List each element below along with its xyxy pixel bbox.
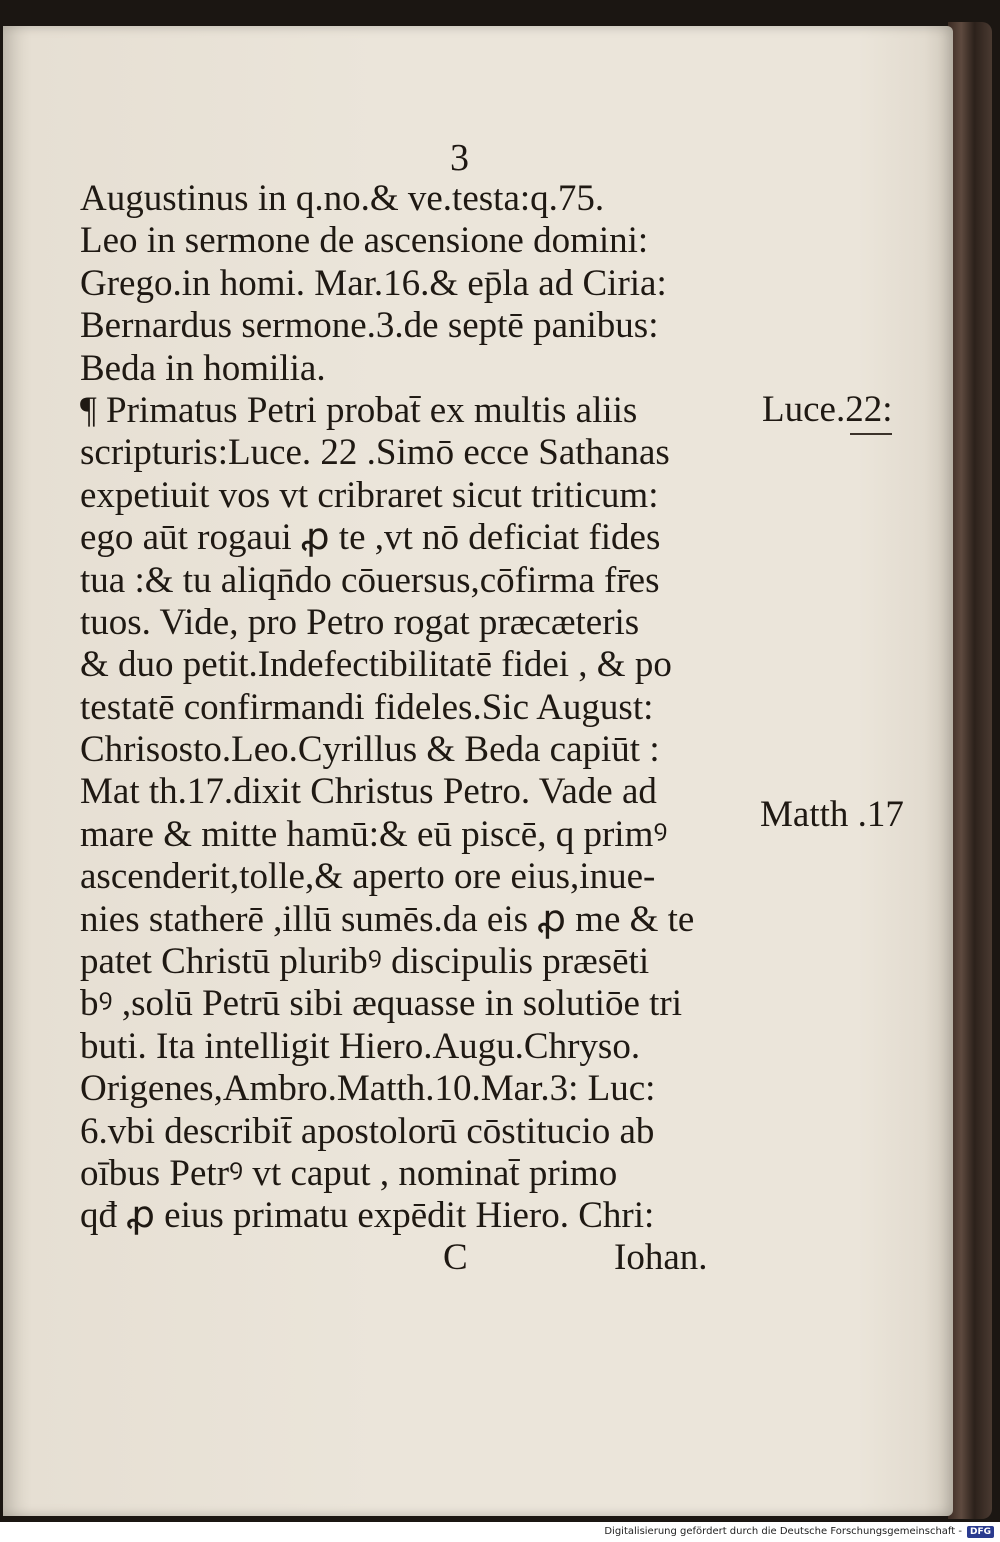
text-line: Leo in sermone de ascensione domini: bbox=[80, 220, 649, 262]
margin-note-underline bbox=[850, 433, 892, 435]
book-page-edge bbox=[948, 22, 992, 1519]
text-line: Bernardus sermone.3.de septē panibus: bbox=[80, 305, 659, 347]
text-line: qđ ꝓ eius primatu expēdit Hiero. Chri: bbox=[80, 1195, 655, 1237]
text-line: ascenderit,tolle,& aperto ore eius,inue- bbox=[80, 856, 656, 898]
text-line: Augustinus in q.no.& ve.testa:q.75. bbox=[80, 178, 605, 219]
text-line: tua :& tu aliqn̄do cōuersus,cōfirma fr̄es bbox=[80, 559, 660, 601]
text-line: patet Christū pluribꝰ discipulis præsēti bbox=[80, 941, 650, 983]
text-line: Origenes,Ambro.Matth.10.Mar.3: Luc: bbox=[80, 1068, 656, 1110]
text-line: testatē confirmandi fideles.Sic August: bbox=[80, 686, 654, 728]
text-line: bꝰ ,solū Petrū sibi æquasse in solutiōe tri bbox=[80, 983, 683, 1025]
text-line: buti. Ita intelligit Hiero.Augu.Chryso. bbox=[80, 1025, 641, 1067]
text-line: Chrisosto.Leo.Cyrillus & Beda capiūt : bbox=[80, 729, 660, 771]
footer-bar bbox=[0, 1522, 1000, 1542]
margin-note-luce: Luce.22: bbox=[762, 389, 893, 430]
text-line: 6.vbi describit̄ apostolorū cōstitucio ab bbox=[80, 1110, 655, 1152]
text-line: oībus Petrꝰ vt caput , nominat̄ primo bbox=[80, 1152, 618, 1194]
text-line: expetiuit vos vt cribraret sicut triticum: bbox=[80, 474, 659, 516]
text-line: ¶ Primatus Petri probat̄ ex multis aliis bbox=[80, 389, 638, 431]
page-number: 3 bbox=[450, 137, 469, 179]
text-line: Beda in homilia. bbox=[80, 347, 326, 389]
main-text-block bbox=[80, 178, 750, 1238]
text-line: mare & mitte hamū:& eū piscē, q primꝰ bbox=[80, 813, 668, 855]
dfg-logo: DFG bbox=[967, 1526, 994, 1538]
text-line: nies statherē ,illū sumēs.da eis ꝓ me & te bbox=[80, 898, 695, 940]
signature-mark: C bbox=[443, 1237, 468, 1278]
text-line: & duo petit.Indefectibilitatē fidei , & po bbox=[80, 644, 672, 686]
footer-credit: Digitalisierung gefördert durch die Deutsche Forschungsgemeinschaft - bbox=[604, 1526, 962, 1537]
text-line: tuos. Vide, pro Petro rogat præcæteris bbox=[80, 601, 640, 643]
catchword: Iohan. bbox=[614, 1237, 708, 1278]
text-line: Grego.in homi. Mar.16.& ep̄la ad Ciria: bbox=[80, 262, 667, 304]
text-line: Mat th.17.dixit Christus Petro. Vade ad bbox=[80, 771, 657, 813]
text-line: ego aūt rogaui ꝓ te ,vt nō deficiat fides bbox=[80, 517, 661, 559]
text-line: scripturis:Luce. 22 .Simō ecce Sathanas bbox=[80, 432, 670, 474]
margin-note-matth: Matth .17 bbox=[760, 794, 904, 835]
